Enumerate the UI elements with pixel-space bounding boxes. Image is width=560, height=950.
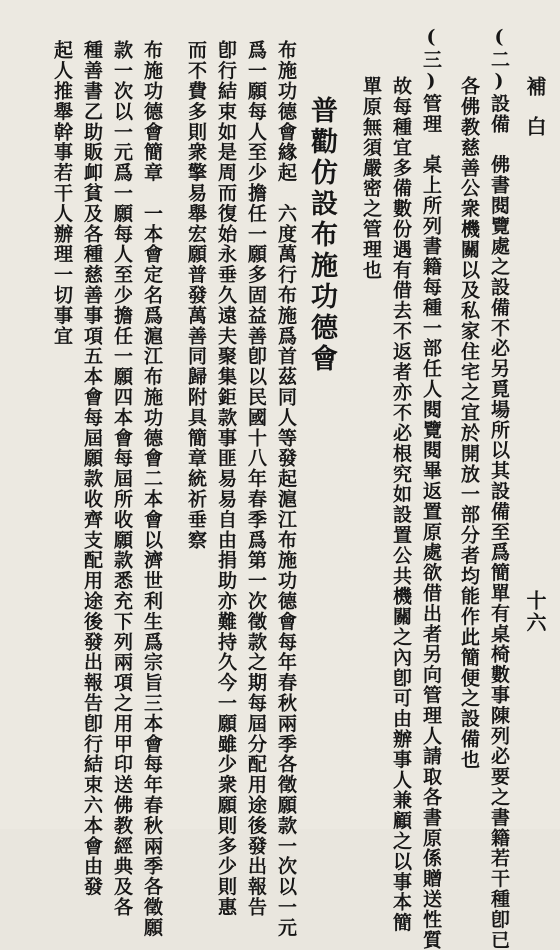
page-number: 十六 (523, 590, 547, 634)
item2-text-line-2: 各佛教慈善公衆機關以及私家住宅之宜於開放一部分者均能作此簡便之設備也 (458, 76, 480, 770)
article-title: 普勸仿設布施功德會 (306, 96, 337, 375)
page-header-title: 補白 (523, 76, 547, 156)
item2-text-line-1: (二)設備 佛書閱覽處之設備不必另覓場所以其設備至爲簡單有桌椅數事陳列必要之書籍若干種卽已 (488, 26, 510, 950)
article-line-1: 布施功德會緣起 六度萬行布施爲首茲同人等發起滬江布施功德會每年春秋兩季各徵願款一次以一元 (275, 40, 297, 938)
item3-text-line-3: 單原無須嚴密之管理也 (360, 76, 382, 280)
article-line-8: 起人推舉幹事若干人辦理一切事宜 (51, 40, 73, 346)
article-line-3: 卽行結束如是周而復始永垂久遠夫聚集鉅款事匪易易自由捐助亦難持久今一願雖少衆願則多少則惠 (215, 40, 237, 918)
article-line-6: 款一次以一元爲一願每人至少擔任一願四本會每屆所收願款悉充下列兩項之用甲印送佛教經典及各 (111, 40, 133, 918)
article-line-7: 種善書乙助販卹貧及各種慈善事項五本會每屆願款收齊支配用途後發出報告卽行結束六本會由發 (81, 40, 103, 897)
article-line-4: 而不費多則衆擎易舉宏願普發萬善同歸附具簡章統祈垂察 (185, 40, 207, 550)
article-line-5: 布施功德會簡章 一本會定名爲滬江布施功德會二本會以濟世利生爲宗旨三本會每年春秋兩季各徵願 (141, 40, 163, 938)
item3-text-line-1: (三)管理 桌上所列書籍每種一部任人閱覽閱畢返置原處欲借出者另向管理人請取各書原係贈送性質 (420, 26, 442, 950)
article-line-2: 爲一願每人至少擔任一願多固益善卽以民國十八年春季爲第一次徵款之期每屆分配用途後發出報告 (245, 40, 267, 918)
item3-text-line-2: 故每種宜多備數份遇有借去不返者亦不必根究如設置公共機關之內卽可由辦事人兼顧之以事本簡 (390, 76, 412, 933)
